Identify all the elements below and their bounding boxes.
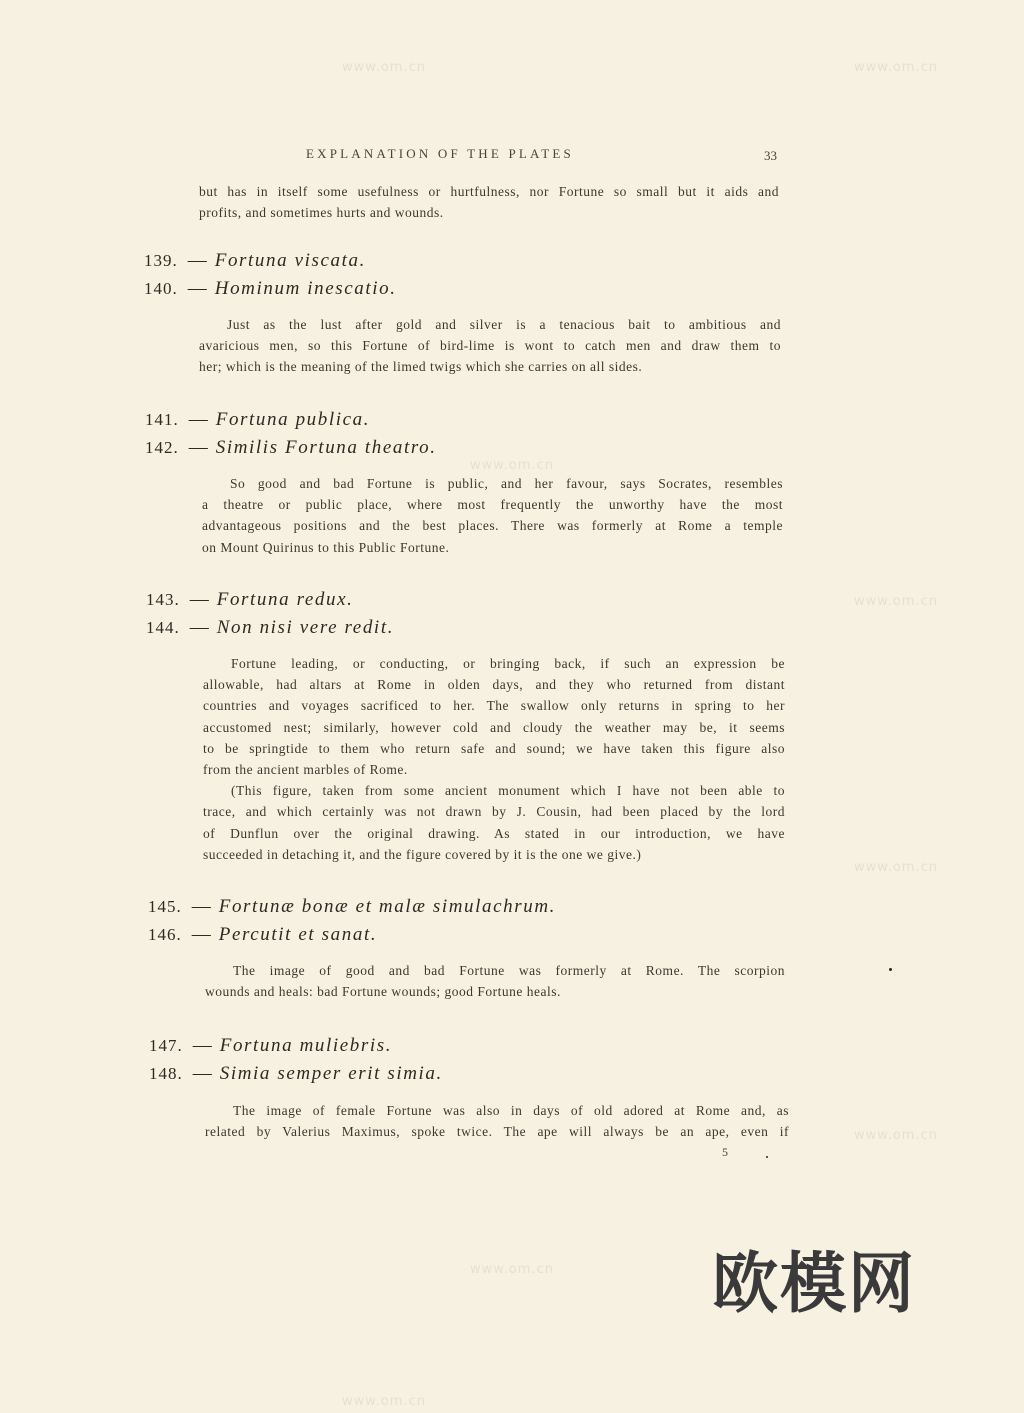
plate-heading [149, 1060, 443, 1088]
em-dash: — [191, 896, 211, 917]
text-line: wounds and heals: bad Fortune wounds; good Fortune heals. [205, 984, 561, 1000]
em-dash: — [192, 1035, 212, 1056]
text-line: allowable, had altars at Rome in olden days, and they who returned from distant [203, 677, 785, 693]
text-line: trace, and which certainly was not drawn by J. Cousin, had been placed by the lord [203, 804, 785, 820]
text-line: The image of female Fortune was also in days of old adored at Rome and, as [233, 1103, 789, 1118]
text-line: from the ancient marbles of Rome. [203, 762, 408, 778]
text-line: on Mount Quirinus to this Public Fortune. [202, 539, 450, 555]
plate-heading [145, 434, 437, 462]
watermark-text: www.om.cn [854, 1128, 938, 1143]
plate-number: 145. [148, 897, 182, 916]
plate-heading [149, 1032, 392, 1060]
plate-number: 140. [144, 279, 178, 298]
text-line: succeeded in detaching it, and the figure covered by it is the one we give.) [203, 846, 642, 862]
em-dash: — [187, 250, 207, 271]
plate-title: Simia semper erit simia. [219, 1063, 443, 1084]
plate-title: Fortuna muliebris. [219, 1035, 393, 1056]
plate-title: Hominum inescatio. [214, 278, 397, 299]
plate-number: 144. [146, 618, 180, 637]
watermark-text: www.om.cn [470, 458, 554, 473]
text-line: The image of good and bad Fortune was formerly at Rome. The scorpion [233, 963, 785, 978]
plate-title: Fortunæ bonæ et malæ simulachrum. [218, 896, 557, 917]
section-paragraph [205, 960, 785, 1002]
plate-heading [148, 921, 377, 949]
em-dash: — [188, 409, 208, 430]
text-line: of Dunflun over the original drawing. As stated in our introduction, we have [203, 825, 785, 841]
em-dash: — [189, 617, 209, 638]
plate-number: 147. [149, 1036, 183, 1055]
text-line: but has in itself some usefulness or hurtfulness, nor Fortune so small but it aids and [199, 184, 779, 199]
watermark-text: www.om.cn [470, 1262, 554, 1277]
text-line: So good and bad Fortune is public, and her favour, says Socrates, resembles [230, 476, 783, 491]
plate-title: Similis Fortuna theatro. [215, 437, 437, 458]
plate-heading [144, 247, 366, 275]
text-line: to be springtide to them who return safe and sound; we have taken this figure also [203, 740, 785, 756]
watermark-text: www.om.cn [854, 594, 938, 609]
em-dash: — [191, 924, 211, 945]
plate-number: 146. [148, 925, 182, 944]
plate-title: Fortuna viscata. [214, 250, 366, 271]
plate-title: Percutit et sanat. [218, 924, 378, 945]
ink-speck [766, 1156, 768, 1158]
plate-title: Fortuna redux. [216, 589, 354, 610]
plate-heading [145, 406, 370, 434]
page-number: 33 [764, 148, 777, 163]
plate-title: Fortuna publica. [215, 409, 371, 430]
plate-number: 139. [144, 251, 178, 270]
text-line: advantageous positions and the best places. There was formerly at Rome a temple [202, 518, 783, 534]
plate-title: Non nisi vere redit. [216, 617, 395, 638]
text-line: Just as the lust after gold and silver is a tenacious bait to ambitious and [227, 317, 781, 332]
watermark-text: www.om.cn [342, 60, 426, 75]
watermark-logo: 欧模网 [712, 1245, 916, 1322]
text-line: related by Valerius Maximus, spoke twice. The ape will always be an ape, even if [205, 1124, 789, 1140]
em-dash: — [189, 589, 209, 610]
page-header [0, 146, 1024, 168]
text-line: avaricious men, so this Fortune of bird-lime is wont to catch men and draw them to [199, 338, 781, 354]
text-line: a theatre or public place, where most frequently the unworthy have the most [202, 497, 783, 513]
section-paragraph [202, 473, 783, 558]
em-dash: — [188, 437, 208, 458]
plate-number: 148. [149, 1064, 183, 1083]
section-paragraph [203, 653, 785, 865]
signature-mark: 5 [722, 1145, 728, 1159]
plate-number: 141. [145, 410, 179, 429]
text-line: (This figure, taken from some ancient monument which I have not been able to [231, 783, 785, 799]
plate-number: 142. [145, 438, 179, 457]
em-dash: — [192, 1063, 212, 1084]
plate-number: 143. [146, 590, 180, 609]
plate-heading [146, 614, 394, 642]
section-paragraph [205, 1100, 789, 1142]
text-line: Fortune leading, or conducting, or bringing back, if such an expression be [231, 656, 785, 671]
em-dash: — [187, 278, 207, 299]
watermark-text: www.om.cn [854, 60, 938, 75]
watermark-text: www.om.cn [342, 1394, 426, 1409]
section-paragraph [199, 314, 781, 378]
text-line: her; which is the meaning of the limed twigs which she carries on all sides. [199, 359, 643, 375]
watermark-text: www.om.cn [854, 860, 938, 875]
plate-heading [146, 586, 353, 614]
running-head: EXPLANATION OF THE PLATES [306, 146, 574, 161]
text-line: profits, and sometimes hurts and wounds. [199, 205, 444, 221]
text-line: accustomed nest; similarly, however cold and cloudy the weather may be, it seems [203, 719, 785, 735]
plate-heading [144, 275, 397, 303]
text-line: countries and voyages sacrificed to her. The swallow only returns in spring to her [203, 698, 785, 714]
plate-heading [148, 893, 556, 921]
ink-speck [889, 968, 892, 971]
intro-paragraph [199, 181, 779, 223]
